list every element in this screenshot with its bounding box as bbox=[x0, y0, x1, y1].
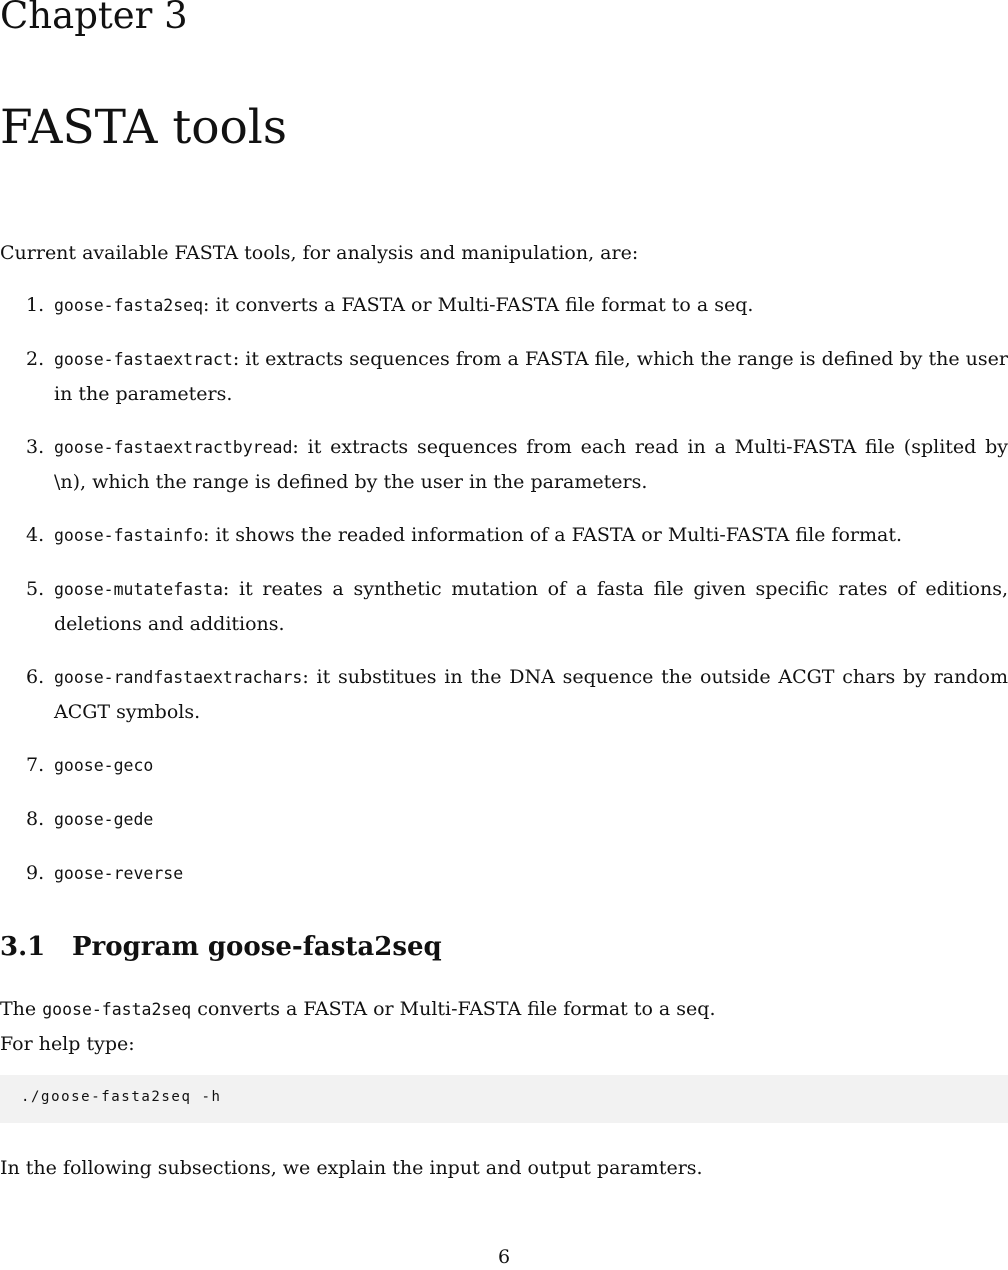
list-item-number: 2. bbox=[26, 348, 45, 370]
tool-description: : it extracts sequences from each read in a Multi-FASTA file (splited by \n), which the range is defined by the user in the parameters. bbox=[54, 436, 1008, 493]
list-item-number: 1. bbox=[26, 294, 45, 316]
tool-name: goose-reverse bbox=[54, 864, 184, 883]
section-heading bbox=[0, 932, 442, 962]
chapter-label: Chapter 3 bbox=[0, 0, 188, 37]
list-item-number: 8. bbox=[26, 808, 45, 830]
tool-name: goose-fastainfo bbox=[54, 526, 204, 545]
list-item-number: 9. bbox=[26, 862, 45, 884]
list-item-number: 3. bbox=[26, 436, 45, 458]
subsections-paragraph: In the following subsections, we explain the input and output paramters. bbox=[0, 1157, 703, 1179]
help-label: For help type: bbox=[0, 1033, 135, 1055]
tool-description: : it extracts sequences from a FASTA file, which the range is defined by the user in the parameters. bbox=[54, 348, 1008, 405]
tool-name: goose-randfastaextrachars bbox=[54, 668, 303, 687]
list-item-number: 4. bbox=[26, 524, 45, 546]
tool-description: : it converts a FASTA or Multi-FASTA file format to a seq. bbox=[203, 294, 754, 316]
tool-description: : it shows the readed information of a FASTA or Multi-FASTA file format. bbox=[203, 524, 903, 546]
tool-name: goose-gede bbox=[54, 810, 154, 829]
program-name: goose-fasta2seq bbox=[42, 1000, 192, 1019]
tool-name: goose-fastaextract bbox=[54, 350, 233, 369]
section-title: Program goose-fasta2seq bbox=[72, 932, 442, 962]
code-block bbox=[0, 1075, 1008, 1123]
paragraph-prefix: The bbox=[0, 998, 43, 1020]
tool-description: : it substitues in the DNA sequence the outside ACGT chars by random ACGT symbols. bbox=[54, 666, 1008, 723]
tool-name: goose-fasta2seq bbox=[54, 296, 204, 315]
tool-name: goose-mutatefasta bbox=[54, 580, 223, 599]
list-item-number: 7. bbox=[26, 754, 45, 776]
section-paragraph bbox=[0, 992, 716, 1027]
paragraph-suffix: converts a FASTA or Multi-FASTA file format to a seq. bbox=[191, 998, 716, 1020]
page-number: 6 bbox=[497, 1246, 511, 1268]
code-command: ./goose-fasta2seq -h bbox=[21, 1089, 222, 1105]
intro-text: Current available FASTA tools, for analysis and manipulation, are: bbox=[0, 242, 639, 264]
tool-name: goose-geco bbox=[54, 756, 154, 775]
chapter-title: FASTA tools bbox=[0, 100, 287, 155]
section-number: 3.1 bbox=[0, 932, 46, 962]
list-item-number: 6. bbox=[26, 666, 45, 688]
tool-name: goose-fastaextractbyread bbox=[54, 438, 293, 457]
list-item-number: 5. bbox=[26, 578, 45, 600]
tool-description: : it reates a synthetic mutation of a fasta file given specific rates of editions, deletions and additions. bbox=[54, 578, 1008, 635]
